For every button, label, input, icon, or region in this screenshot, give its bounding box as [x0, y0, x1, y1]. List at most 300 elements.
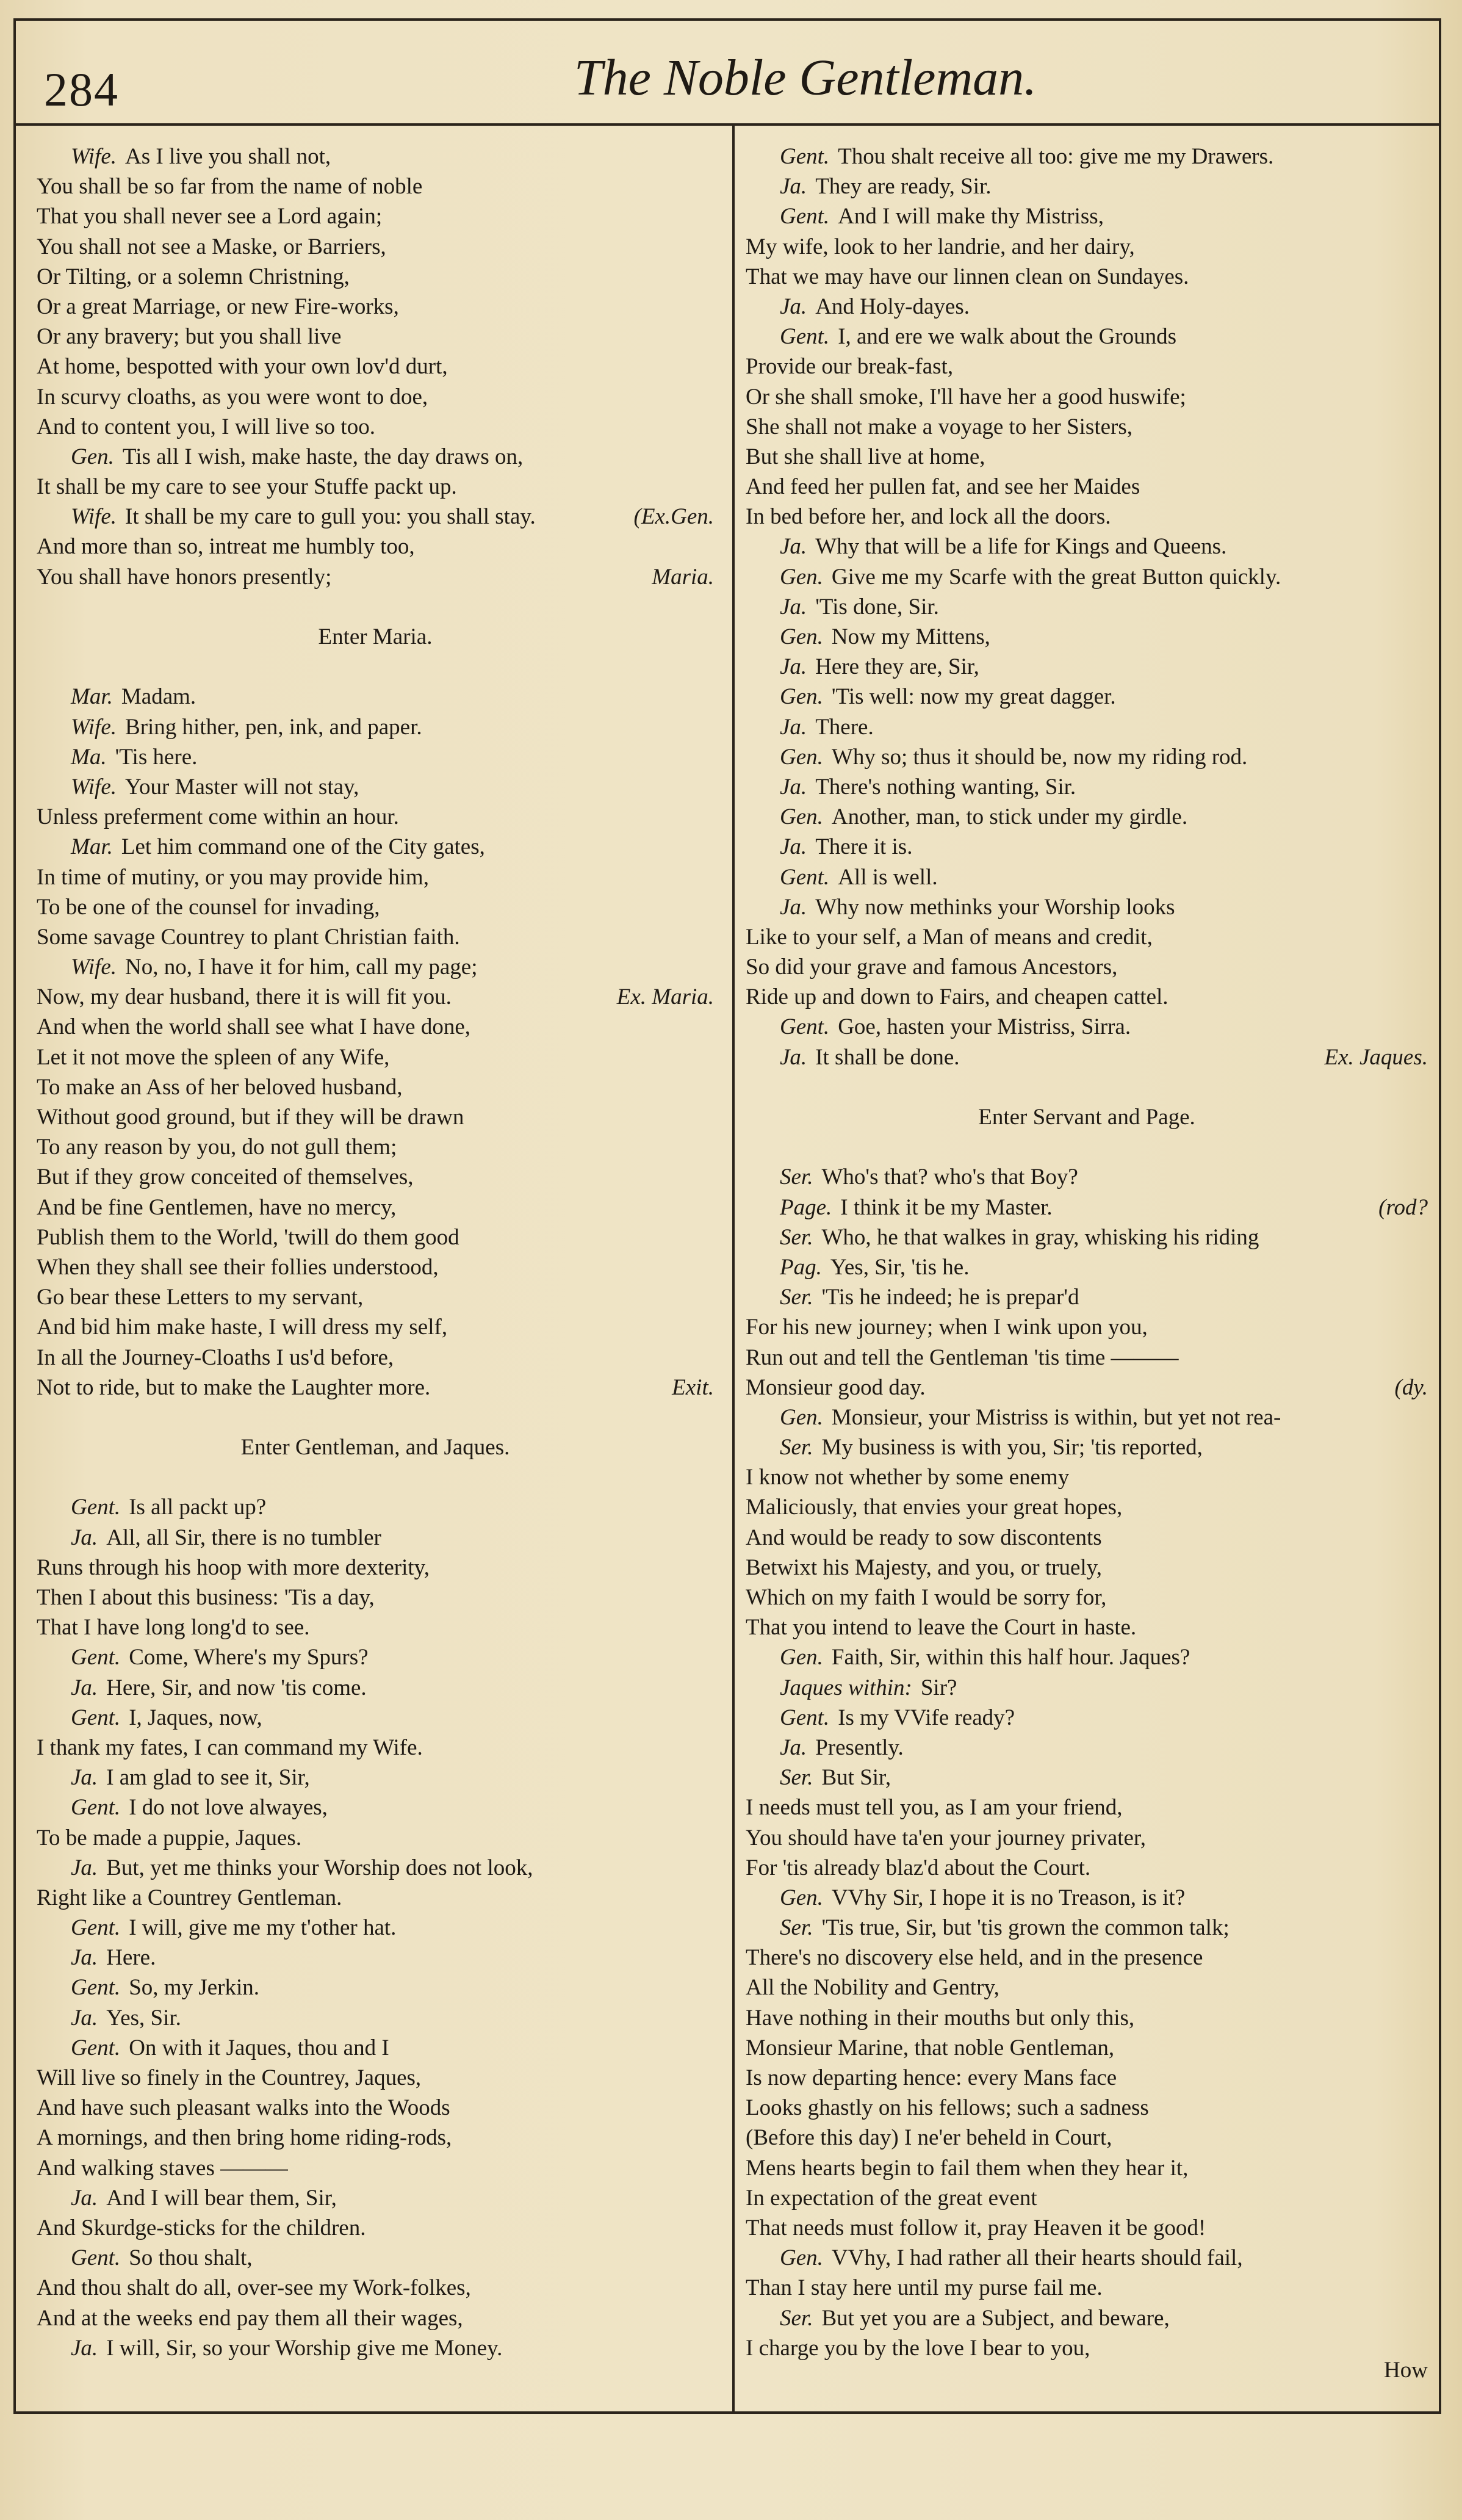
speaker-name: Gen. — [780, 564, 823, 590]
speaker-name: Gen. — [780, 1404, 823, 1430]
line-text: I know not whether by some enemy — [746, 1465, 1070, 1490]
verse-line — [746, 712, 1428, 742]
verse-line — [37, 712, 714, 742]
speaker-name: Gent. — [71, 1705, 121, 1730]
line-text: Why that will be a life for Kings and Queens. — [815, 534, 1227, 560]
margin-stage-direction: (Ex.Gen. — [633, 504, 714, 530]
verse-line — [746, 2273, 1428, 2303]
speaker-name: Wife. — [71, 144, 117, 169]
verse-line — [37, 1252, 714, 1282]
blank-line — [37, 1462, 714, 1492]
line-text: Who, he that walkes in gray, whisking his riding — [821, 1224, 1259, 1250]
verse-line — [746, 1673, 1428, 1703]
speaker-name: Gen. — [780, 624, 823, 649]
line-text: And have such pleasant walks into the Woods — [37, 2095, 450, 2121]
line-text: Yes, Sir. — [106, 2005, 181, 2031]
line-text: A mornings, and then bring home riding-rods, — [37, 2125, 452, 2151]
verse-line — [37, 1793, 714, 1822]
verse-line — [37, 2093, 714, 2123]
speaker-name: Ja. — [71, 1675, 98, 1700]
speaker-name: Gent. — [71, 2035, 121, 2060]
line-text: Let him command one of the City gates, — [121, 834, 485, 860]
line-text: Monsieur good day. — [746, 1374, 926, 1400]
line-text: In scurvy cloaths, as you were wont to doe, — [37, 384, 428, 410]
line-text: Betwixt his Majesty, and you, or truely, — [746, 1554, 1103, 1580]
verse-line — [746, 1222, 1428, 1252]
line-text: There it is. — [815, 834, 913, 860]
verse-line — [746, 1823, 1428, 1853]
verse-line — [746, 1252, 1428, 1282]
line-text: I am glad to see it, Sir, — [106, 1765, 310, 1791]
speaker-name: Ja. — [780, 1735, 807, 1760]
line-text: Maliciously, that envies your great hopes, — [746, 1495, 1123, 1520]
line-text: To be one of the counsel for invading, — [37, 894, 380, 920]
line-text: Then I about this business: 'Tis a day, — [37, 1585, 375, 1610]
line-text: And feed her pullen fat, and see her Maides — [746, 474, 1140, 500]
line-text: Madam. — [121, 684, 196, 710]
verse-line — [37, 1373, 714, 1403]
line-text: To any reason by you, do not gull them; — [37, 1135, 397, 1160]
line-text: Is my VVife ready? — [838, 1705, 1015, 1730]
line-text: Publish them to the World, 'twill do them good — [37, 1224, 459, 1250]
speaker-name: Ja. — [780, 1044, 807, 1070]
line-text: Right like a Countrey Gentleman. — [37, 1885, 342, 1910]
line-text: 'Tis he indeed; he is prepar'd — [821, 1285, 1079, 1310]
line-text: That you shall never see a Lord again; — [37, 204, 383, 229]
line-text: She shall not make a voyage to her Sisters, — [746, 414, 1133, 439]
verse-line — [746, 592, 1428, 622]
line-text: And I will bear them, Sir, — [106, 2185, 337, 2211]
verse-line — [37, 502, 714, 532]
speaker-name: Ja. — [71, 2005, 98, 2031]
verse-line — [37, 322, 714, 352]
margin-stage-direction: Maria. — [652, 564, 714, 590]
verse-line — [746, 1403, 1428, 1432]
verse-line — [746, 1583, 1428, 1612]
line-text: Is all packt up? — [129, 1495, 267, 1520]
speaker-name: Gent. — [71, 1645, 121, 1670]
line-text: Looks ghastly on his fellows; such a sadness — [746, 2095, 1149, 2121]
verse-line — [37, 952, 714, 982]
line-text: But, yet me thinks your Worship does not look, — [106, 1855, 533, 1880]
speaker-name: Gen. — [780, 744, 823, 770]
verse-line — [37, 1913, 714, 1943]
line-text: Now my Mittens, — [831, 624, 990, 649]
verse-line — [746, 1612, 1428, 1642]
line-text: Let it not move the spleen of any Wife, — [37, 1044, 390, 1070]
speaker-name: Gent. — [780, 864, 830, 890]
speaker-name: Ser. — [780, 1765, 813, 1791]
verse-line — [37, 1642, 714, 1672]
verse-line — [37, 262, 714, 292]
verse-line — [746, 1492, 1428, 1522]
line-text: Or a great Marriage, or new Fire-works, — [37, 294, 399, 319]
verse-line — [37, 171, 714, 201]
line-text: You shall have honors presently; — [37, 564, 332, 590]
speaker-name: Jaques within: — [780, 1675, 912, 1700]
verse-line — [37, 1553, 714, 1583]
verse-line — [746, 1943, 1428, 1973]
line-text: Will live so finely in the Countrey, Jaques, — [37, 2065, 422, 2090]
verse-line — [37, 2243, 714, 2273]
speaker-name: Ja. — [71, 2185, 98, 2211]
line-text: Bring hither, pen, ink, and paper. — [125, 714, 422, 740]
line-text: I needs must tell you, as I am your friend, — [746, 1795, 1123, 1821]
verse-line — [37, 1703, 714, 1733]
line-text: For 'tis already blaz'd about the Court. — [746, 1855, 1091, 1880]
speaker-name: Gen. — [780, 1885, 823, 1910]
verse-line — [746, 2213, 1428, 2243]
verse-line — [37, 982, 714, 1012]
blank-line — [37, 592, 714, 622]
speaker-name: Mar. — [71, 684, 113, 710]
verse-line — [37, 352, 714, 381]
line-text: You shall be so far from the name of noble — [37, 174, 423, 200]
line-text: Presently. — [815, 1735, 904, 1760]
speaker-name: Ser. — [780, 1435, 813, 1460]
speaker-name: Ser. — [780, 2305, 813, 2331]
line-text: And Skurdge-sticks for the children. — [37, 2215, 366, 2240]
speaker-name: Wife. — [71, 714, 117, 740]
line-text: In time of mutiny, or you may provide him, — [37, 864, 429, 890]
verse-line — [746, 862, 1428, 892]
verse-line — [37, 2153, 714, 2183]
speaker-name: Ja. — [71, 1945, 98, 1971]
line-text: VVhy Sir, I hope it is no Treason, is it? — [831, 1885, 1186, 1910]
line-text: Or any bravery; but you shall live — [37, 324, 342, 350]
speaker-name: Gent. — [780, 144, 830, 169]
line-text: That I have long long'd to see. — [37, 1615, 310, 1641]
verse-line — [746, 201, 1428, 231]
line-text: My wife, look to her landrie, and her dairy, — [746, 234, 1135, 259]
line-text: It shall be done. — [815, 1044, 960, 1070]
line-text: Another, man, to stick under my girdle. — [831, 804, 1188, 830]
verse-line — [37, 832, 714, 862]
speaker-name: Mar. — [71, 834, 113, 860]
verse-line — [746, 682, 1428, 712]
verse-line — [37, 1583, 714, 1612]
verse-line — [746, 1763, 1428, 1793]
verse-line — [746, 1282, 1428, 1312]
speaker-name: Wife. — [71, 774, 117, 800]
line-text: Than I stay here until my purse fail me. — [746, 2275, 1103, 2301]
verse-line — [746, 1733, 1428, 1763]
speaker-name: Ja. — [780, 714, 807, 740]
verse-line — [746, 1553, 1428, 1583]
line-text: I will, Sir, so your Worship give me Money. — [106, 2335, 503, 2361]
verse-line — [746, 1193, 1428, 1222]
speaker-name: Ja. — [780, 534, 807, 560]
verse-line — [37, 292, 714, 322]
margin-stage-direction: Ex. Jaques. — [1324, 1044, 1428, 1070]
line-text: Come, Where's my Spurs? — [129, 1645, 369, 1670]
verse-line — [746, 442, 1428, 472]
speaker-name: Ja. — [780, 774, 807, 800]
page-number: 284 — [44, 63, 119, 116]
speaker-name: Gent. — [71, 1975, 121, 2001]
verse-line — [37, 1072, 714, 1102]
verse-line — [746, 742, 1428, 772]
line-text: There's no discovery else held, and in the presence — [746, 1945, 1203, 1971]
speaker-name: Gent. — [71, 1915, 121, 1941]
margin-stage-direction: Ex. Maria. — [616, 984, 714, 1010]
line-text: I thank my fates, I can command my Wife. — [37, 1735, 423, 1760]
verse-line — [746, 262, 1428, 292]
verse-line — [37, 1973, 714, 2002]
speaker-name: Ja. — [780, 594, 807, 619]
line-text: And I will make thy Mistriss, — [838, 204, 1104, 229]
speaker-name: Gen. — [780, 684, 823, 710]
line-text: That needs must follow it, pray Heaven it be good! — [746, 2215, 1206, 2240]
line-text: Is now departing hence: every Mans face — [746, 2065, 1117, 2090]
verse-line — [37, 201, 714, 231]
left-column — [37, 142, 714, 2363]
verse-line — [746, 922, 1428, 952]
speaker-name: Gen. — [780, 2245, 823, 2271]
line-text: Run out and tell the Gentleman 'tis time ——— — [746, 1345, 1179, 1370]
verse-line — [37, 442, 714, 472]
verse-line — [746, 652, 1428, 682]
speaker-name: Ja. — [780, 654, 807, 680]
line-text: They are ready, Sir. — [815, 174, 992, 200]
line-text: I, and ere we walk about the Grounds — [838, 324, 1177, 350]
margin-stage-direction: (rod? — [1378, 1194, 1428, 1220]
verse-line — [746, 2003, 1428, 2033]
speaker-name: Ser. — [780, 1224, 813, 1250]
speaker-name: Wife. — [71, 504, 117, 530]
verse-line — [746, 1973, 1428, 2002]
line-text: And when the world shall see what I have done, — [37, 1014, 471, 1040]
verse-line — [746, 1793, 1428, 1822]
line-text: My business is with you, Sir; 'tis reported, — [821, 1435, 1203, 1460]
line-text: So, my Jerkin. — [129, 1975, 259, 2001]
verse-line — [37, 1492, 714, 1522]
verse-line — [37, 412, 714, 442]
stage-direction — [746, 1102, 1428, 1132]
verse-line — [37, 2003, 714, 2033]
line-text: Mens hearts begin to fail them when they hear it, — [746, 2155, 1189, 2181]
verse-line — [746, 832, 1428, 862]
blank-line — [37, 1403, 714, 1432]
verse-line — [746, 1883, 1428, 1913]
line-text: Why so; thus it should be, now my riding rod. — [831, 744, 1248, 770]
speaker-name: Ja. — [71, 1525, 98, 1550]
verse-line — [746, 322, 1428, 352]
line-text: For his new journey; when I wink upon you, — [746, 1315, 1148, 1340]
speaker-name: Ja. — [71, 1765, 98, 1791]
verse-line — [37, 922, 714, 952]
verse-line — [37, 232, 714, 262]
verse-line — [746, 982, 1428, 1012]
header-rule — [13, 123, 1441, 126]
line-text: Like to your self, a Man of means and credit, — [746, 924, 1153, 950]
line-text: 'Tis done, Sir. — [815, 594, 939, 619]
verse-line — [746, 1853, 1428, 1883]
verse-line — [37, 742, 714, 772]
verse-line — [37, 1673, 714, 1703]
line-text: It shall be my care to see your Stuffe packt up. — [37, 474, 457, 500]
line-text: 'Tis true, Sir, but 'tis grown the common talk; — [821, 1915, 1230, 1941]
speaker-name: Ja. — [780, 294, 807, 319]
line-text: Give me my Scarfe with the great Button quickly. — [831, 564, 1281, 590]
verse-line — [37, 382, 714, 412]
line-text: I, Jaques, now, — [129, 1705, 262, 1730]
blank-line — [746, 1132, 1428, 1162]
speaker-name: Ja. — [71, 1855, 98, 1880]
line-text: And more than so, intreat me humbly too, — [37, 534, 415, 560]
line-text: Here they are, Sir, — [815, 654, 979, 680]
line-text: Unless preferment come within an hour. — [37, 804, 399, 830]
verse-line — [746, 1462, 1428, 1492]
line-text: And at the weeks end pay them all their wages, — [37, 2305, 463, 2331]
verse-line — [746, 352, 1428, 381]
verse-line — [37, 1612, 714, 1642]
verse-line — [37, 1282, 714, 1312]
verse-line — [37, 142, 714, 171]
line-text: Without good ground, but if they will be drawn — [37, 1105, 464, 1130]
stage-direction-text: Enter Servant and Page. — [978, 1105, 1195, 1130]
line-text: But she shall live at home, — [746, 444, 985, 469]
verse-line — [746, 532, 1428, 561]
speaker-name: Pag. — [780, 1254, 822, 1280]
verse-line — [37, 772, 714, 802]
column-divider — [732, 126, 735, 2414]
verse-line — [746, 1523, 1428, 1553]
line-text: I think it be my Master. — [840, 1194, 1053, 1220]
verse-line — [746, 472, 1428, 502]
stage-direction — [37, 622, 714, 652]
speaker-name: Ja. — [71, 2335, 98, 2361]
line-text: VVhy, I had rather all their hearts should fail, — [831, 2245, 1243, 2271]
line-text: Sir? — [920, 1675, 957, 1700]
line-text: Thou shalt receive all too: give me my Drawers. — [838, 144, 1274, 169]
line-text: 'Tis here. — [115, 744, 198, 770]
line-text: But yet you are a Subject, and beware, — [821, 2305, 1170, 2331]
verse-line — [746, 2063, 1428, 2093]
verse-line — [37, 892, 714, 922]
verse-line — [746, 2303, 1428, 2333]
line-text: 'Tis well: now my great dagger. — [831, 684, 1116, 710]
speaker-name: Gent. — [780, 1014, 830, 1040]
verse-line — [37, 1132, 714, 1162]
blank-line — [746, 1072, 1428, 1102]
speaker-name: Gen. — [780, 1645, 823, 1670]
verse-line — [37, 1883, 714, 1913]
verse-line — [37, 802, 714, 832]
speaker-name: Ja. — [780, 894, 807, 920]
line-text: At home, bespotted with your own lov'd durt, — [37, 354, 448, 380]
running-title: The Noble Gentleman. — [574, 49, 1037, 106]
verse-line — [746, 1432, 1428, 1462]
verse-line — [37, 1523, 714, 1553]
line-text: But if they grow conceited of themselves, — [37, 1164, 414, 1190]
line-text: So thou shalt, — [129, 2245, 253, 2271]
verse-line — [37, 2213, 714, 2243]
line-text: There's nothing wanting, Sir. — [815, 774, 1076, 800]
verse-line — [37, 1733, 714, 1763]
verse-line — [37, 1042, 714, 1072]
line-text: On with it Jaques, thou and I — [129, 2035, 389, 2060]
speaker-name: Gent. — [71, 1795, 121, 1821]
verse-line — [37, 1943, 714, 1973]
verse-line — [37, 2183, 714, 2213]
line-text: To make an Ass of her beloved husband, — [37, 1074, 403, 1100]
verse-line — [37, 472, 714, 502]
verse-line — [37, 1193, 714, 1222]
line-text: Goe, hasten your Mistriss, Sirra. — [838, 1014, 1131, 1040]
verse-line — [746, 772, 1428, 802]
verse-line — [37, 2273, 714, 2303]
blank-line — [37, 652, 714, 682]
verse-line — [37, 862, 714, 892]
line-text: Your Master will not stay, — [125, 774, 359, 800]
verse-line — [37, 1012, 714, 1042]
line-text: Who's that? who's that Boy? — [821, 1164, 1078, 1190]
line-text: I will, give me my t'other hat. — [129, 1915, 397, 1941]
verse-line — [746, 1913, 1428, 1943]
speaker-name: Ma. — [71, 744, 107, 770]
catchword: How — [1384, 2358, 1428, 2383]
verse-line — [37, 562, 714, 592]
verse-line — [37, 2333, 714, 2363]
verse-line — [746, 622, 1428, 652]
verse-line — [746, 382, 1428, 412]
verse-line — [746, 142, 1428, 171]
line-text: Ride up and down to Fairs, and cheapen cattel. — [746, 984, 1169, 1010]
verse-line — [746, 562, 1428, 592]
stage-direction — [37, 1432, 714, 1462]
line-text: And bid him make haste, I will dress my self, — [37, 1315, 448, 1340]
speaker-name: Page. — [780, 1194, 832, 1220]
verse-line — [37, 1763, 714, 1793]
speaker-name: Gent. — [780, 324, 830, 350]
line-text: There. — [815, 714, 874, 740]
line-text: Some savage Countrey to plant Christian faith. — [37, 924, 460, 950]
verse-line — [746, 2123, 1428, 2153]
line-text: Or Tilting, or a solemn Christning, — [37, 264, 350, 289]
speaker-name: Wife. — [71, 955, 117, 980]
line-text: Why now methinks your Worship looks — [815, 894, 1175, 920]
line-text: And to content you, I will live so too. — [37, 414, 375, 439]
speaker-name: Gen. — [71, 444, 114, 469]
line-text: All, all Sir, there is no tumbler — [106, 1525, 381, 1550]
speaker-name: Gent. — [780, 204, 830, 229]
line-text: (Before this day) I ne'er beheld in Court, — [746, 2125, 1112, 2151]
margin-stage-direction: Exit. — [672, 1374, 714, 1400]
line-text: All is well. — [838, 864, 938, 890]
line-text: To be made a puppie, Jaques. — [37, 1825, 302, 1850]
line-text: And would be ready to sow discontents — [746, 1525, 1102, 1550]
verse-line — [37, 1343, 714, 1373]
verse-line — [746, 1312, 1428, 1342]
verse-line — [37, 2063, 714, 2093]
right-column — [746, 142, 1428, 2363]
verse-line — [37, 2123, 714, 2153]
line-text: It shall be my care to gull you: you shall stay. — [125, 504, 536, 530]
speaker-name: Gent. — [71, 2245, 121, 2271]
line-text: All the Nobility and Gentry, — [746, 1975, 999, 2001]
line-text: Yes, Sir, 'tis he. — [830, 1254, 970, 1280]
speaker-name: Ja. — [780, 174, 807, 200]
line-text: Monsieur, your Mistriss is within, but yet not rea- — [831, 1404, 1281, 1430]
verse-line — [746, 2153, 1428, 2183]
verse-line — [746, 232, 1428, 262]
line-text: Faith, Sir, within this half hour. Jaques? — [831, 1645, 1190, 1670]
verse-line — [746, 892, 1428, 922]
verse-line — [746, 502, 1428, 532]
line-text: When they shall see their follies understood, — [37, 1254, 439, 1280]
line-text: Tis all I wish, make haste, the day draws on, — [122, 444, 524, 469]
